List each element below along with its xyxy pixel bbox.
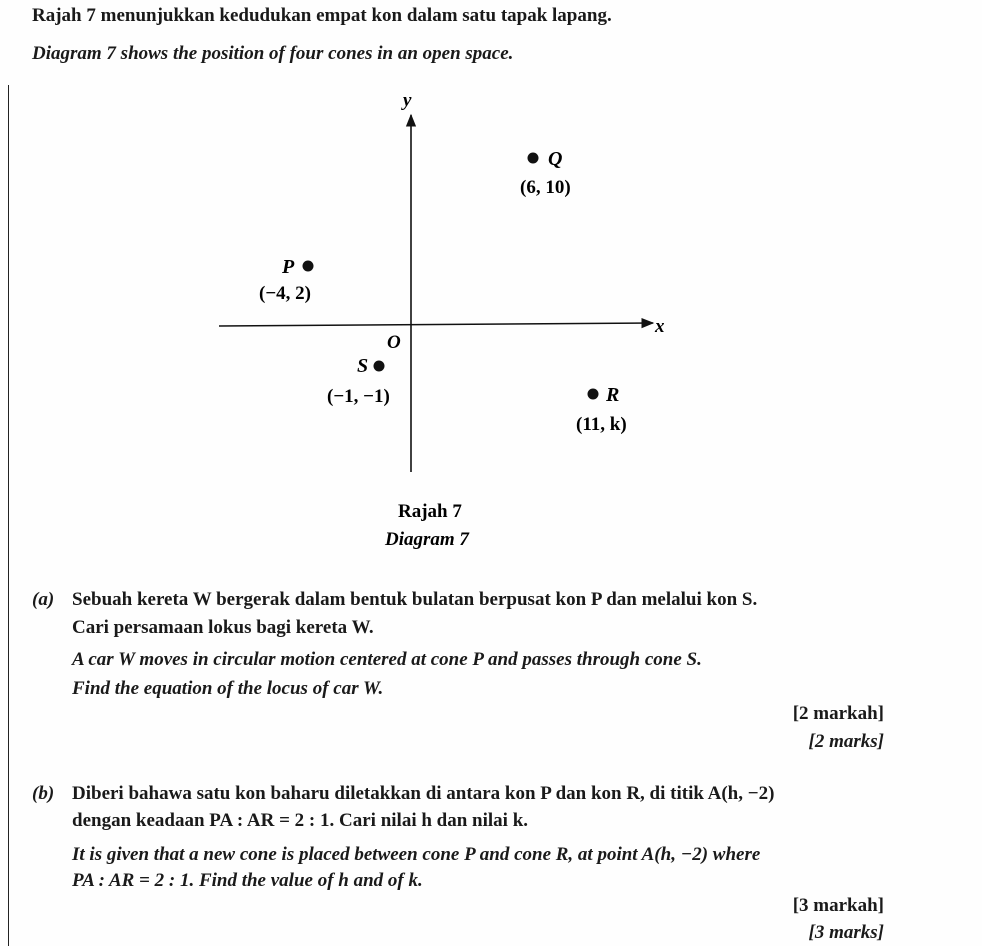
point-s-label: S [357,355,369,377]
caption-english: Diagram 7 [385,529,469,550]
point-q-coords: (6, 10) [520,177,571,198]
part-b-marks-english: [3 marks] [808,922,884,943]
part-a-label [32,588,54,612]
part-b-english-line2: PA : AR = 2 : 1. Find the value of h and of k. [72,870,423,891]
point-q-dot [528,153,539,164]
point-r-coords: (11, k) [576,414,627,435]
point-p-coords: (−4, 2) [259,283,311,304]
origin-label: O [387,332,401,353]
part-b-english-line1: It is given that a new cone is placed between cone P and cone R, at point A(h, −2) where [72,844,761,865]
point-q-label: Q [548,148,563,170]
part-b-malay-line2: dengan keadaan PA : AR = 2 : 1. Cari nilai h dan nilai k. [72,810,529,831]
point-s-dot [374,361,385,372]
part-a-label-text: (a) [32,589,55,610]
part-b-malay-line1: Diberi bahawa satu kon baharu diletakkan di antara kon P dan kon R, di titik A(h, −2) [72,783,775,804]
caption-malay: Rajah 7 [398,501,462,522]
intro-english: Diagram 7 shows the position of four cones in an open space. [32,43,514,64]
x-axis-label: x [655,316,665,337]
part-b-label [32,782,54,806]
part-a-english-line1: A car W moves in circular motion centered at cone P and passes through cone S. [72,649,702,670]
point-r-dot [588,389,599,400]
intro-malay: Rajah 7 menunjukkan kedudukan empat kon dalam satu tapak lapang. [32,5,612,26]
point-r-label: R [606,384,620,406]
part-a-malay-line1: Sebuah kereta W bergerak dalam bentuk bulatan berpusat kon P dan melalui kon S. [72,589,758,610]
point-p-label: P [282,256,295,278]
point-p-dot [303,261,314,272]
point-s-coords: (−1, −1) [327,386,390,407]
y-axis-label: y [403,90,412,111]
part-a-marks-english: [2 marks] [808,731,884,752]
diagram-7 [0,80,982,560]
part-a-malay-line2: Cari persamaan lokus bagi kereta W. [72,617,374,638]
part-b-label-text: (b) [32,783,55,804]
part-a-english-line2: Find the equation of the locus of car W. [72,678,384,699]
x-axis [219,323,653,326]
part-a-marks-malay: [2 markah] [792,703,884,724]
part-b-marks-malay: [3 markah] [792,895,884,916]
